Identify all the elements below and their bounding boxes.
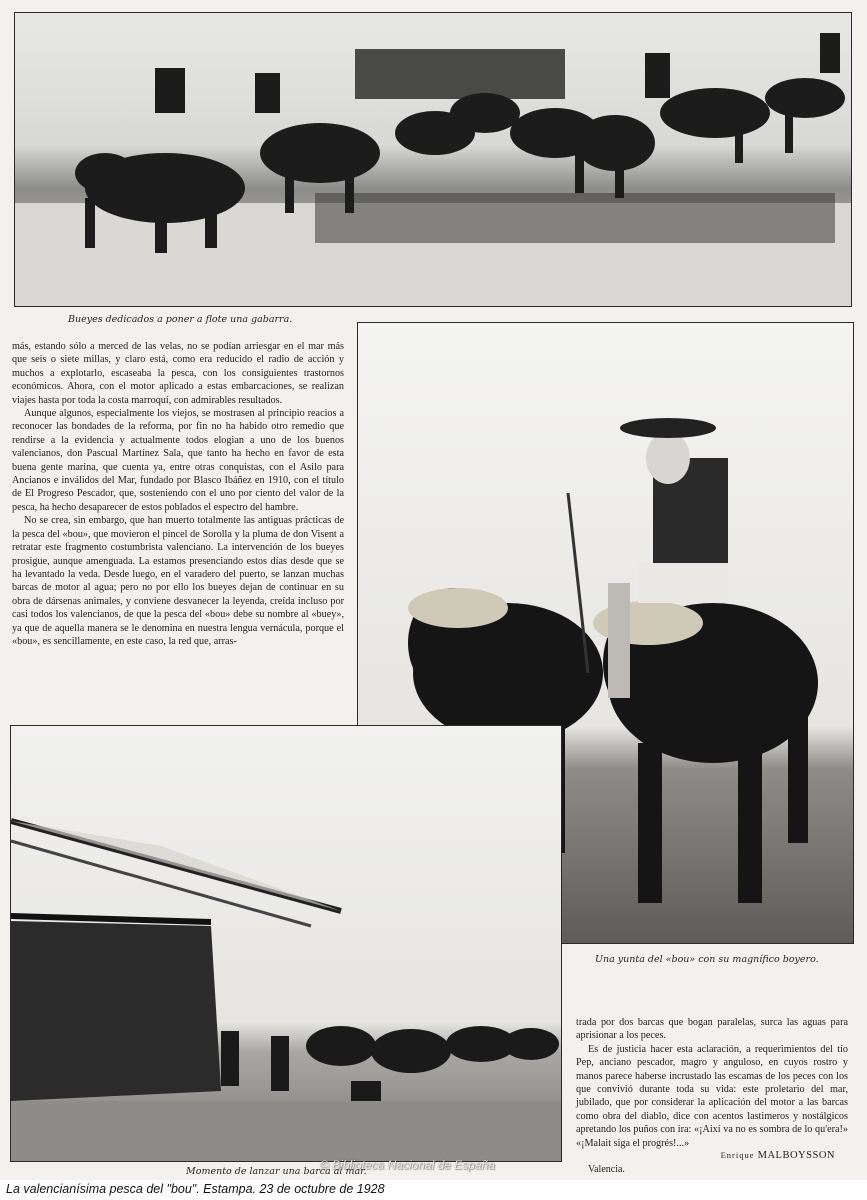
article-paragraph: más, estando sólo a merced de las velas, no se podían arriesgar en el mar más que seis o siete millas, y claro está, como era reducido el radio de acción y muchos a explotarlo, escaseaba la pesca, con los consiguientes trastornos económicos. Ahora, con el motor aplicado a estas embarcaciones, se realizan viajes hasta por toda la costa marroquí, con admirables resultados.: [12, 341, 344, 406]
library-watermark: © Biblioteca Nacional de España: [320, 1158, 495, 1172]
photo-oxen-gabarra: [14, 12, 852, 307]
article-column-right: [576, 1016, 848, 1149]
footer-title: La valencianísima pesca del "bou". Estampa. 23 de octubre de 1928: [6, 1182, 385, 1196]
article-paragraph: Aunque algunos, especialmente los viejos, se mostrasen al principio reacios a reconocer las bondades de la reforma, por fin no ha habido otro remedio que rendirse a la evidencia y actualmente todos elogian a uno de los buenos valencianos, don Pascual Martínez Sala, que tanto ha hecho en favor de esta buena gente marina, que cuenta ya, entre otras conquistas, con el Asilo para Ancianos e inválidos del Mar, fundado por Blasco Ibáñez en 1910, con el título de El Progreso Pescador, que, sosteniendo con el uno por ciento del valor de la pesca, ha hecho desaparecer de estos poblados el espectro del hambre.: [12, 408, 344, 513]
article-paragraph: trada por dos barcas que bogan paralelas, surca las aguas para aprisionar a los peces.: [576, 1017, 848, 1042]
caption-right-photo: Una yunta del «bou» con su magnífico boyero.: [595, 954, 819, 965]
author-signature: [721, 1150, 835, 1161]
article-column-left: [12, 340, 344, 714]
author-first-name: Enrique: [720, 1150, 755, 1160]
caption-bottom-left-photo: Momento de lanzar una barca al mar.: [186, 1166, 367, 1177]
article-paragraph: Es de justicia hacer esta aclaración, a requerimientos del tío Pep, anciano pescador, magro y anguloso, en cuyos rostro y manos parece haberse incrustado las escamas de los peces con los que convivió durante toda su vida: este proletario del mar, jubilado, que por considerar la aplicación del motor a las barcas como obra del diablo, dice con acentos lastimeros y nostálgicos apretando los puños con ira: «¡Així va no es sombra de lo qu'era!» «¡Malait siga el progrés!...»: [576, 1043, 848, 1149]
article-city: Valencia.: [588, 1164, 625, 1175]
photo-boat-launch: [10, 725, 562, 1162]
article-paragraph: No se crea, sin embargo, que han muerto totalmente las antiguas prácticas de la pesca del «bou», que movieron el pincel de Sorolla y la pluma de don Visent a retratar este fragmento costumbrista valenciano. La intervención de los bueyes prosigue, aunque amenguada. La estamos presenciando estos días desde que se ha levantado la veda. Desde luego, en el varadero del puerto, se lanzan muchas barcas de motor al agua; pero no por ello los bueyes dejan de continuar en su obra de dársenas animales, y conviene desvanecer la leyenda, creída incluso por casi todos los valencianos, de que la pesca del «bou» debe su nombre al «buey», ya que de aquella manera se le denomina en nuestra lengua vernácula, porque el «bou», es sencillamente, en este caso, la red que, arras-: [12, 515, 344, 647]
author-last-name: MALBOYSSON: [757, 1150, 835, 1161]
caption-top-photo: Bueyes dedicados a poner a flote una gabarra.: [68, 314, 293, 325]
